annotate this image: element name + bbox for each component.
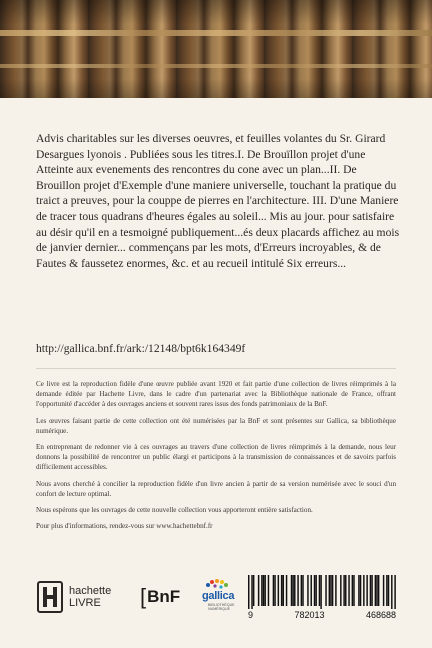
barcode-bar [383, 575, 384, 606]
barcode-bar [268, 575, 269, 606]
barcode-digit-group: 9 [248, 610, 254, 620]
barcode-bar [286, 575, 287, 606]
barcode-bar [283, 575, 284, 606]
gallica-name: gallica [202, 590, 235, 602]
info-text [36, 379, 396, 537]
barcode-bar [394, 575, 395, 609]
barcode-digits [248, 610, 396, 620]
hachette-livre: LIVRE [69, 597, 101, 609]
info-paragraph: Nous avons cherché à concilier la reproduction fidèle d'un livre ancien à partir de sa version numérisée avec le souci d'un confort de lecture optimal. [36, 479, 396, 498]
isbn-barcode [248, 575, 396, 620]
barcode-bar [319, 575, 320, 606]
info-paragraph: Les œuvres faisant partie de cette collection ont été numérisées par la BnF et sont présentes sur Gallica, sa bibliothèque numérique. [36, 416, 396, 435]
barcode-bar [366, 575, 367, 606]
barcode-bar [263, 575, 264, 606]
barcode-bar [291, 575, 292, 606]
barcode-bar [281, 575, 282, 606]
barcode-bar [335, 575, 336, 606]
barcode-bar [386, 575, 387, 606]
barcode-bar [315, 575, 316, 606]
cover-photo-books [0, 0, 432, 98]
bnf-bracket-icon: [ [140, 584, 147, 609]
barcode-bar [310, 575, 311, 606]
barcode-bar [273, 575, 274, 606]
barcode-bar [261, 575, 262, 606]
barcode-bar [320, 575, 321, 609]
info-paragraph: Nous espérons que les ouvrages de cette nouvelle collection vous apporteront entière satisfaction. [36, 506, 313, 515]
barcode-bar [258, 575, 259, 606]
barcode-digit-group: 782013 [294, 610, 325, 620]
barcode-bar [370, 575, 371, 606]
gallica-sub-line: NUMÉRIQUE [208, 607, 230, 611]
barcode-bar [376, 575, 377, 606]
barcode-bar [358, 575, 359, 606]
barcode-bar [248, 575, 249, 609]
barcode-bar [378, 575, 379, 606]
barcode-bar [264, 575, 265, 606]
barcode-bar [325, 575, 326, 606]
gallica-logo [196, 578, 244, 616]
barcode-bar [278, 575, 279, 606]
barcode-bar [251, 575, 252, 609]
barcode-bar [343, 575, 344, 606]
barcode-bar [352, 575, 353, 606]
barcode-bar [332, 575, 333, 606]
barcode-bar [330, 575, 331, 606]
barcode-bar [294, 575, 295, 606]
hachette-icon [36, 580, 64, 614]
barcode-bar [391, 575, 392, 609]
barcode-bar [292, 575, 293, 606]
barcode-bar [345, 575, 346, 606]
info-paragraph: En entreprenant de redonner vie à ces ouvrages au travers d'une collection de livres réimprimés à la demande, nous leur donnons la possibilité de rencontrer un public élargi et participons à la transmission de connaissances et de savoirs parfois difficilement accessibles. [36, 443, 396, 472]
info-paragraph: Ce livre est la reproduction fidèle d'une œuvre publiée avant 1920 et fait partie d'une collection de livres réimprimés à la demande éditée par Hachette Livre, dans le cadre d'un partenariat avec la Bibliothèque nationale de France, offrant l'opportunité d'accéder à des ouvrages anciens et souvent rares issus des fonds patrimoniaux de la BnF. [36, 380, 396, 409]
bnf-name: BnF [147, 587, 181, 606]
barcode-bar [340, 575, 341, 606]
barcode-bar [371, 575, 372, 606]
divider [36, 368, 396, 369]
barcode-bar [301, 575, 302, 606]
gallica-sub-line: BIBLIOTHÈQUE [208, 603, 235, 607]
barcode-bar [274, 575, 275, 606]
barcode-bar [329, 575, 330, 606]
barcode-bar [297, 575, 298, 606]
barcode-bar [302, 575, 303, 606]
barcode-bar [375, 575, 376, 606]
photo-gilt-band [0, 64, 432, 68]
logo-row [36, 575, 396, 620]
hachette-name: hachette [69, 585, 112, 597]
barcode-bar [253, 575, 254, 606]
barcode-bars [248, 575, 396, 609]
info-paragraph: Pour plus d'informations, rendez-vous sur www.hachettebnf.fr [36, 522, 213, 531]
photo-gilt-band [0, 30, 432, 36]
gallica-subtitle [208, 603, 235, 611]
barcode-bar [307, 575, 308, 606]
barcode-digit-group: 468688 [365, 610, 396, 620]
barcode-bar [363, 575, 364, 606]
barcode-bar [314, 575, 315, 606]
barcode-bar [388, 575, 389, 606]
barcode-bar [353, 575, 354, 606]
barcode-bar [348, 575, 349, 606]
gallica-url: http://gallica.bnf.fr/ark:/12148/bpt6k164349f [36, 342, 246, 355]
hachette-logo [36, 579, 128, 615]
barcode-bar [360, 575, 361, 606]
bnf-logo [140, 584, 180, 610]
book-title: Advis charitables sur les diverses oeuvres, et feuilles volantes du Sr. Girard Desargues lyonois . Publiées sous les titres.I. De Brouïllon projet d'une Atteinte aux evenements des rencontres du cone avec un plan...II. De Brouillon projet d'Exemple d'une maniere universelle, touchant la pratique du traict a preuves, pour la couppe de pierres en l'architecture. III. D'une Maniere de tracer tous quadrans d'heures égales au soleil... Mis au jour. pour satisfaire au désir qu'il en a tesmoigné publiquement...és deux placards affichez au mois de janvier dernier... commençans par les mots, d'Erreurs incroyables, & de Fautes & faussetez enormes, &c. et au recueil intitulé Six erreurs... [36, 132, 400, 270]
